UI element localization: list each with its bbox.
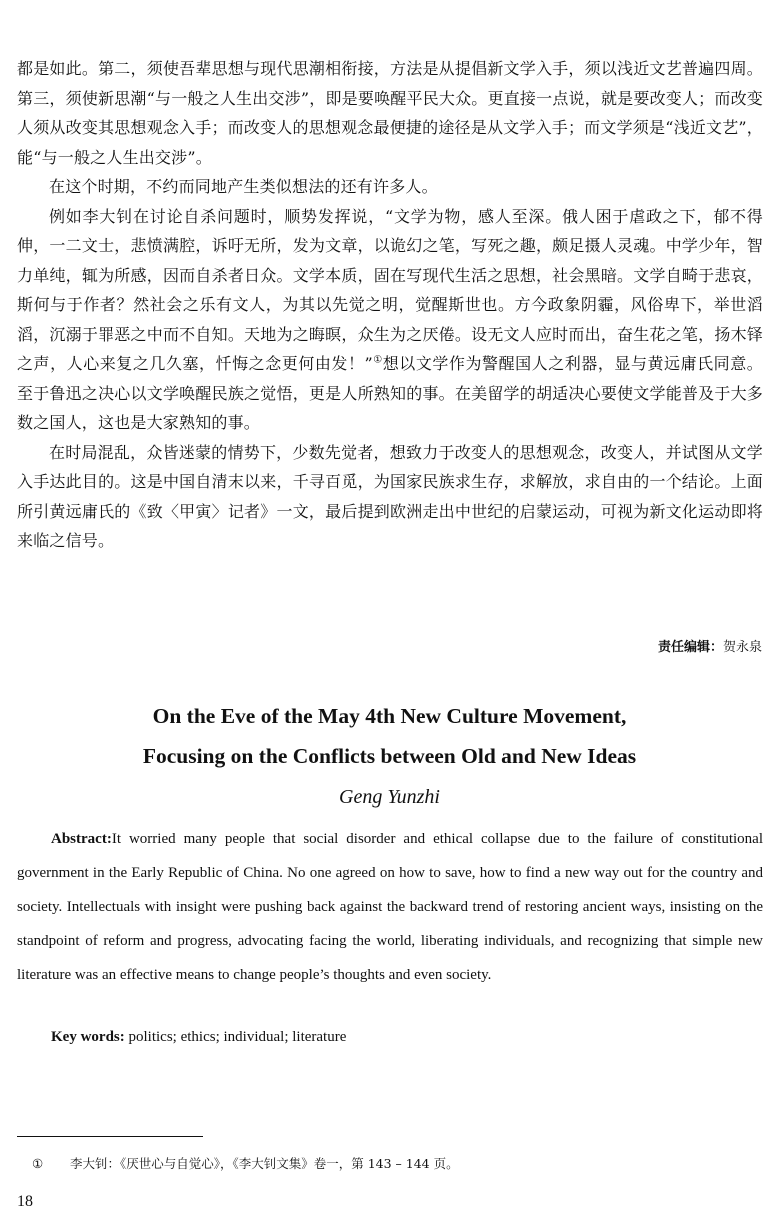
abstract-label: Abstract:: [51, 831, 112, 847]
paragraph-li-dazhao: [17, 202, 763, 438]
paragraph-similar-ideas: 在这个时期，不约而同地产生类似想法的还有许多人。: [49, 177, 438, 196]
english-title-line-1: On the Eve of the May 4th New Culture Movement,: [152, 704, 627, 728]
editor-name: 贺永泉: [722, 640, 762, 655]
paragraph-continuation: 都是如此。第二，须使吾辈思想与现代思潮相衔接，方法是从提倡新文学入手，须以浅近文艺普遍四周。第三，须使新思潮“与一般之人生出交涉”，即是要唤醒平民大众。更直接一点说，就是要改变人；而改变人须从改变其思想观念入手；而改变人的思想观念最便捷的途径是从文学入手；而文学须是“浅近文艺”，能“与一般之人生出交涉”。: [17, 59, 763, 167]
keywords-text: politics; ethics; individual; literature: [124, 1029, 347, 1045]
english-author: Geng Yunzhi: [339, 786, 440, 808]
footnote-text: 李大钊：《厌世心与自觉心》，《李大钊文集》卷一，第 143 – 144 页。: [70, 1156, 459, 1171]
keywords-label: Key words:: [51, 1029, 125, 1045]
editor-label: 责任编辑：: [657, 640, 723, 655]
page-number: 18: [17, 1193, 33, 1210]
chinese-body-text: [17, 54, 763, 556]
footnote: [32, 1155, 459, 1173]
english-keywords: [51, 1022, 346, 1052]
english-title-line-2: Focusing on the Conflicts between Old and New Ideas: [142, 744, 637, 768]
footnote-mark: ①: [32, 1156, 44, 1171]
footnote-divider: [17, 1136, 203, 1137]
li-dazhao-quote: 例如李大钊在讨论自杀问题时，顺势发挥说，“文学为物，感人至深。俄人困于虐政之下，郁不得伸，一二文士，悲愤满腔，诉吁无所，发为文章，以诡幻之笔，写死之趣，颇足摄人灵魂。中学少年，智力单纯，辄为所感，因而自杀者日众。文学本质，固在写现代生活之思想，社会黑暗。文学自畸于悲哀，斯何与于作者？然社会之乐有文人，为其以先觉之明，觉醒斯世也。方今政象阴霾，风俗卑下，举世滔滔，沉溺于罪恶之中而不自知。天地为之晦暝，众生为之厌倦。设无文人应时而出，奋生花之笔，扬木铎之声，人心来复之几久塞，忏悔之念更何由发！”: [17, 206, 763, 373]
paragraph-conclusion: 在时局混乱，众皆迷蒙的情势下，少数先觉者，想致力于改变人的思想观念，改变人，并试图从文学入手达此目的。这是中国自清末以来，千寻百觅，为国家民族求生存，求解放，求自由的一个结论。上面所引黄远庸氏的《致〈甲寅〉记者》一文，最后提到欧洲走出中世纪的启蒙运动，可视为新文化运动即将来临之信号。: [17, 442, 763, 550]
responsible-editor: [658, 636, 762, 655]
li-dazhao-commentary: 想以文学作为警醒国人之利器，显与黄远庸氏同意。至于鲁迅之决心以文学唤醒民族之觉悟，更是人所熟知的事。在美留学的胡适决心要使文学能普及于大多数之国人，这也是大家熟知的事。: [17, 354, 763, 432]
abstract-text: It worried many people that social disorder and ethical collapse due to the failure of constitutional government in the Early Republic of China. No one agreed on how to save, how to find a new way out for the country and society. Intellectuals with insight were pushing back against the backward trend of restoring ancient ways, insisting on the standpoint of reform and progress, advocating facing the world, liberating individuals, and recognizing that simple new literature was an effective means to change people’s thoughts and even society.: [17, 831, 763, 983]
footnote-reference[interactable]: ①: [372, 354, 383, 366]
english-abstract: [17, 822, 763, 992]
